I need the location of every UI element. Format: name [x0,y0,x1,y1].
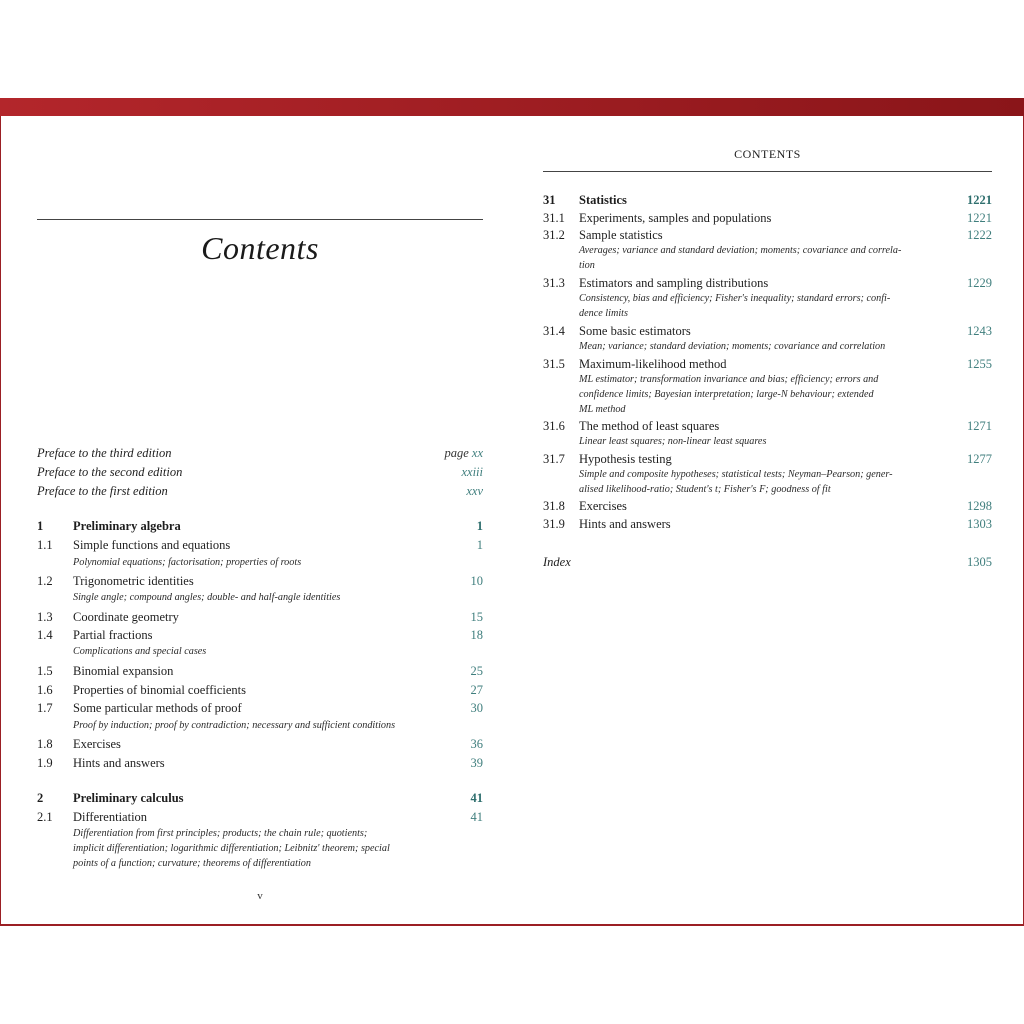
book-spread [0,116,1024,926]
toc-section-31-7[interactable] [543,450,992,468]
chapter-title: Preliminary calculus [73,791,184,805]
toc-section-1-8[interactable] [37,735,483,753]
chapter-title: Statistics [579,193,627,207]
section-number: 1.5 [37,664,53,678]
section-title: Simple functions and equations [73,538,231,552]
section-title: The method of least squares [579,419,720,433]
chapter-title: Preliminary algebra [73,519,181,533]
section-subtopics-line: Linear least squares; non-linear least squares [579,436,767,447]
section-number: 2.1 [37,810,53,824]
section-title: Properties of binomial coefficients [73,683,246,697]
section-subtopics-line: Simple and composite hypotheses; statistical tests; Neyman–Pearson; gener- [579,469,893,480]
preface-page: xxiii [461,465,483,479]
section-title: Some particular methods of proof [73,701,242,715]
section-title: Trigonometric identities [73,574,194,588]
top-color-bar [0,98,1024,116]
toc-section-1-1[interactable] [37,536,483,554]
toc-section-1-7[interactable] [37,699,483,717]
section-page: 1277 [967,452,992,466]
toc-section-1-2[interactable] [37,572,483,590]
preface-page: page xx [444,446,483,460]
section-number: 1.8 [37,737,53,751]
section-subtopics: Single angle; compound angles; double- and half-angle identities [73,592,341,603]
toc-section-31-8[interactable] [543,497,992,515]
index-page: 1305 [967,555,992,569]
toc-chapter-1[interactable] [37,517,483,535]
preface-label: Preface to the second edition [37,465,183,479]
title-rule [37,219,483,220]
toc-section-31-9[interactable] [543,515,992,533]
section-number: 1.1 [37,538,53,552]
toc-index[interactable] [543,553,992,571]
preface-label: Preface to the third edition [37,446,172,460]
section-subtopics-line: Mean; variance; standard deviation; moments; covariance and correlation [579,341,886,352]
section-subtopics-line: implicit differentiation; logarithmic differentiation; Leibnitz' theorem; special [73,843,390,854]
section-subtopics-line: dence limits [579,308,628,319]
section-page: 1243 [967,324,992,338]
section-number: 31.5 [543,357,565,371]
toc-chapter-31[interactable] [543,191,992,209]
section-title: Hypothesis testing [579,452,672,466]
toc-section-1-9[interactable] [37,754,483,772]
section-page: 1222 [967,228,992,242]
section-page: 36 [470,737,483,751]
section-page: 30 [470,701,483,715]
section-title: Differentiation [73,810,148,824]
section-number: 31.9 [543,517,565,531]
section-title: Estimators and sampling distributions [579,276,769,290]
chapter-number: 1 [37,519,44,533]
section-subtopics-line: Averages; variance and standard deviation; moments; covariance and correla- [579,245,902,256]
section-number: 31.8 [543,499,565,513]
toc-section-1-4[interactable] [37,626,483,644]
left-page [37,116,483,924]
toc-section-2-1[interactable] [37,808,483,826]
preface-page: xxv [466,484,483,498]
section-title: Sample statistics [579,228,663,242]
section-subtopics: Polynomial equations; factorisation; properties of roots [73,557,302,568]
section-number: 1.6 [37,683,53,697]
section-title: Maximum-likelihood method [579,357,727,371]
section-title: Some basic estimators [579,324,691,338]
section-subtopics-line: Consistency, bias and efficiency; Fisher's inequality; standard errors; confi- [579,293,891,304]
section-number: 31.1 [543,211,565,225]
chapter-page: 41 [470,791,483,805]
section-page: 41 [470,810,483,824]
section-title: Partial fractions [73,628,153,642]
section-number: 1.2 [37,574,53,588]
section-number: 31.4 [543,324,565,338]
section-title: Exercises [579,499,627,513]
page-number: v [257,890,263,902]
section-number: 1.7 [37,701,53,715]
chapter-page: 1 [476,519,483,533]
section-page: 1229 [967,276,992,290]
section-subtopics-line: Differentiation from first principles; products; the chain rule; quotients; [73,828,368,839]
section-page: 10 [470,574,483,588]
section-subtopics-line: alised likelihood-ratio; Student's t; Fisher's F; goodness of fit [579,484,831,495]
toc-section-1-5[interactable] [37,662,483,680]
section-page: 1255 [967,357,992,371]
section-title: Coordinate geometry [73,610,179,624]
page-title: Contents [201,230,319,266]
toc-section-1-6[interactable] [37,681,483,699]
section-title: Hints and answers [73,756,165,770]
toc-section-31-2[interactable] [543,226,992,244]
section-subtopics-line: ML estimator; transformation invariance and bias; efficiency; errors and [579,374,879,385]
preface-label: Preface to the first edition [37,484,168,498]
index-label: Index [543,555,571,569]
section-page: 1 [476,538,483,552]
section-page: 1303 [967,517,992,531]
toc-section-31-4[interactable] [543,322,992,340]
section-number: 1.4 [37,628,53,642]
section-page: 18 [470,628,483,642]
running-head: CONTENTS [734,147,801,161]
section-page: 1221 [967,211,992,225]
section-number: 31.2 [543,228,565,242]
section-page: 15 [470,610,483,624]
section-number: 31.7 [543,452,565,466]
section-subtopics: Complications and special cases [73,646,207,657]
section-subtopics-line: confidence limits; Bayesian interpretation; large-N behaviour; extended [579,389,874,400]
section-subtopics-line: points of a function; curvature; theorems of differentiation [73,858,311,869]
toc-section-31-1[interactable] [543,209,992,227]
chapter-number: 31 [543,193,556,207]
section-subtopics-line: tion [579,260,595,271]
chapter-number: 2 [37,791,44,805]
section-page: 27 [470,683,483,697]
right-page [543,116,992,924]
section-title: Experiments, samples and populations [579,211,772,225]
section-title: Hints and answers [579,517,671,531]
toc-preface-third[interactable] [37,444,483,462]
section-page: 1271 [967,419,992,433]
toc-chapter-2[interactable] [37,789,483,807]
section-title: Binomial expansion [73,664,174,678]
section-page: 1298 [967,499,992,513]
section-subtopics-line: ML method [579,404,626,415]
section-page: 25 [470,664,483,678]
section-number: 1.3 [37,610,53,624]
section-number: 1.9 [37,756,53,770]
toc-preface-second[interactable] [37,463,483,481]
toc-section-31-3[interactable] [543,274,992,292]
toc-section-1-3[interactable] [37,608,483,626]
section-page: 39 [470,756,483,770]
toc-section-31-6[interactable] [543,417,992,435]
section-number: 31.6 [543,419,565,433]
section-number: 31.3 [543,276,565,290]
section-title: Exercises [73,737,121,751]
toc-preface-first[interactable] [37,482,483,500]
chapter-page: 1221 [967,193,992,207]
running-head-rule [543,171,992,172]
section-subtopics: Proof by induction; proof by contradiction; necessary and sufficient conditions [73,720,396,731]
toc-section-31-5[interactable] [543,355,992,373]
